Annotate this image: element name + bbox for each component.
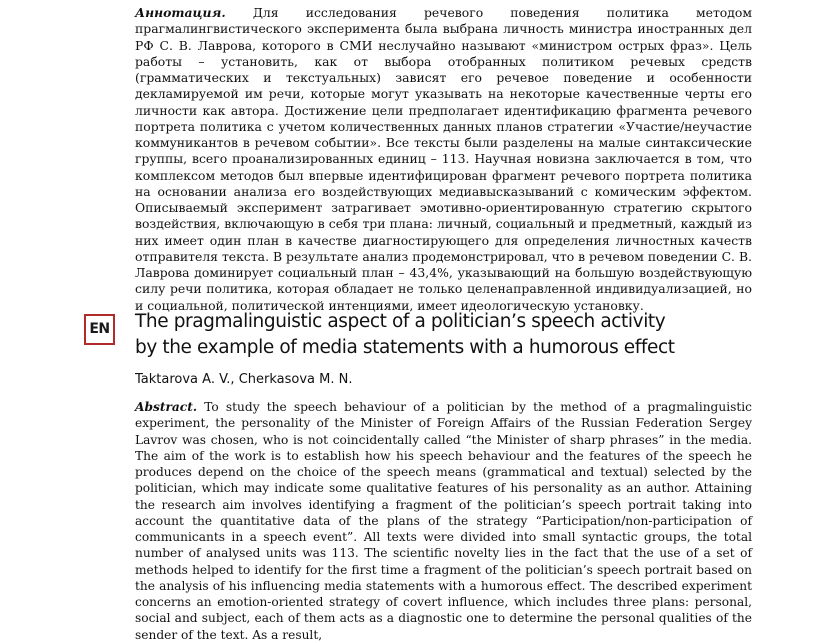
- en-abstract-label: Abstract.: [135, 400, 198, 414]
- article-title-line-1: The pragmalinguistic aspect of a politician’s speech activity: [135, 311, 666, 332]
- article-title-en: [135, 309, 755, 361]
- article-authors: Taktarova A. V., Cherkasova M. N.: [135, 372, 353, 387]
- ru-annotation-text: Для исследования речевого поведения политика методом прагмалингвистического эксперимента была выбрана личность министра иностранных дел РФ С. В. Лаврова, которого в СМИ неслучайно называют «министром острых фраз». Цель работы – установить, как от выбора отобранных политиком речевых средств (грамматических и текстуальных) зависят его речевое поведение и особенности декламируемой им речи, которые могут указывать на некоторые качественные черты его личности как автора. Достижение цели предполагает идентификацию фрагмента речевого портрета политика с учетом количественных данных планов стратегии «Участие/неучастие коммуникантов в речевом событии». Все тексты были разделены на малые синтаксические группы, всего проанализированных единиц – 113. Научная новизна заключается в том, что комплексом методов был впервые идентифицирован фрагмент речевого портрета политика на основании анализа его воздействующих медиавысказываний с комическим эффектом. Описываемый эксперимент затрагивает эмотивно-ориентированную стратегию скрытого воздействия, включающую в себя три плана: личный, социальный и предметный, каждый из них имеет один план в качестве диагностирующего для определения личностных качеств отправителя текста. В результате анализ продемонстрировал, что в речевом поведении С. В. Лаврова доминирует социальный план – 43,4%, указывающий на большую воздействующую силу речи политика, которая обладает не только целенаправленной индивидуализацией, но и социальной, политической интенциями, имеет идеологическую установку.: [135, 5, 752, 313]
- ru-annotation-label: Аннотация.: [135, 5, 226, 20]
- language-badge: EN: [84, 314, 115, 345]
- en-abstract-paragraph: [135, 399, 752, 643]
- ru-annotation-paragraph: [135, 5, 752, 314]
- article-title-line-2: by the example of media statements with a humorous effect: [135, 337, 675, 358]
- en-abstract-text: To study the speech behaviour of a politician by the method of a pragmalinguistic experiment, the personality of the Minister of Foreign Affairs of the Russian Federation Sergey Lavrov was chosen, who is not coincidentally called “the Minister of sharp phrases” in the media. The aim of the work is to establish how his speech behaviour and the features of the speech he produces depend on the choice of the speech means (grammatical and textual) selected by the politician, which may indicate some qualitative features of his personality as an author. Attaining the research aim involves identifying a fragment of the politician’s speech portrait taking into account the quantitative data of the plans of the strategy “Participation/non-participation of communicants in a speech event”. All texts were divided into small syntactic groups, the total number of analysed units was 113. The scientific novelty lies in the fact that the use of a set of methods helped to identify for the first time a fragment of the politician’s speech portrait based on the analysis of his influencing media statements with a humorous effect. The described experiment concerns an emotion-oriented strategy of covert influence, which includes three plans: personal, social and subject, each of them acts as a diagnostic one to determine the personal qualities of the sender of the text. As a result,: [135, 400, 752, 642]
